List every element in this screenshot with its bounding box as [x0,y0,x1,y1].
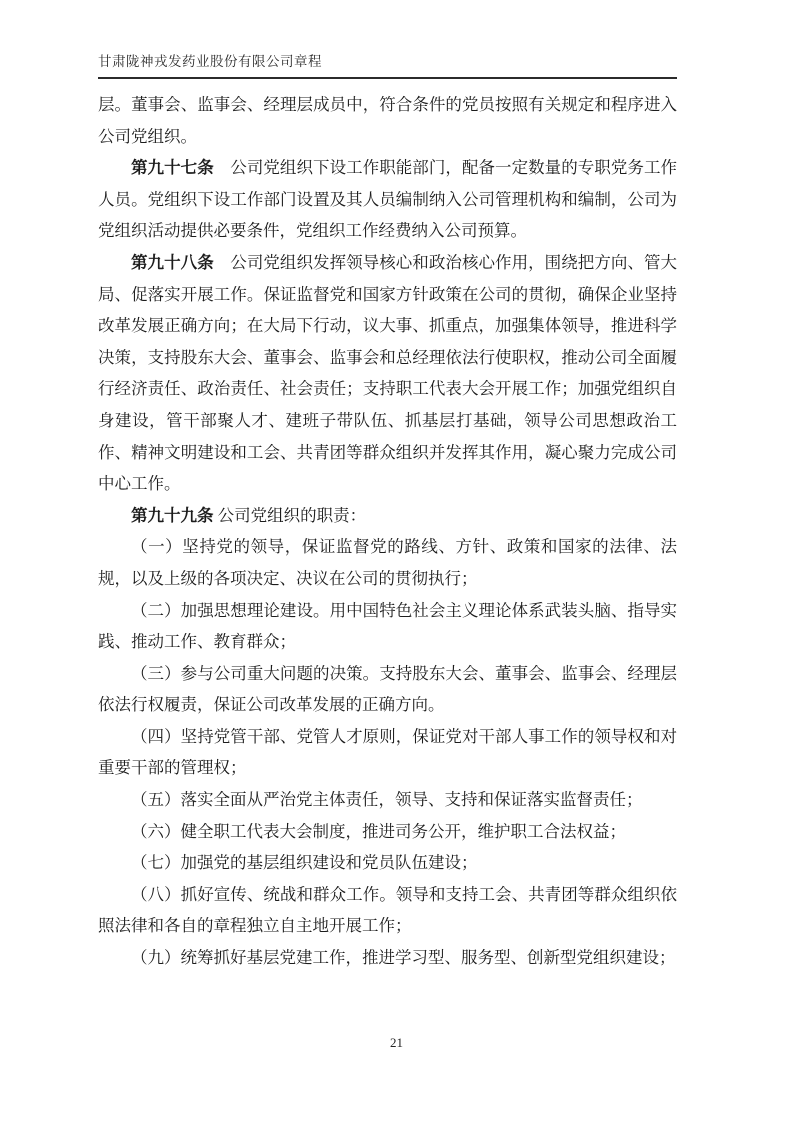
paragraph-text: （三）参与公司重大问题的决策。支持股东大会、董事会、监事会、经理层依法行权履责，保证公司改革发展的正确方向。 [98,663,677,715]
paragraph-text: （七）加强党的基层组织建设和党员队伍建设； [131,853,478,873]
article-number: 第九十七条 [131,158,214,178]
header-title: 甘肃陇神戎发药业股份有限公司章程 [98,54,322,69]
page-footer [0,1035,793,1051]
paragraph-article-97 [98,152,677,247]
paragraph-item-9 [98,942,677,974]
paragraph-item-1 [98,531,677,594]
paragraph-item-8 [98,879,677,942]
paragraph-text: 公司党组织发挥领导核心和政治核心作用，围绕把方向、管大局、促落实开展工作。保证监督党和国家方针政策在公司的贯彻，确保企业坚持改革发展正确方向；在大局下行动，议大事、抓重点，加强集体领导，推进科学决策，支持股东大会、董事会、监事会和总经理依法行使职权，推动公司全面履行经济责任、政治责任、社会责任；支持职工代表大会开展工作；加强党组织自身建设，管干部聚人才、建班子带队伍、抓基层打基础，领导公司思想政治工作、精神文明建设和工会、共青团等群众组织并发挥其作用，凝心聚力完成公司中心工作。 [98,252,677,494]
paragraph-item-2 [98,595,677,658]
paragraph-text: （九）统筹抓好基层党建工作，推进学习型、服务型、创新型党组织建设； [131,948,676,968]
article-number: 第九十八条 [131,252,214,272]
paragraph-text: （八）抓好宣传、统战和群众工作。领导和支持工会、共青团等群众组织依照法律和各自的章程独立自主地开展工作； [98,884,677,936]
paragraph-article-99 [98,500,677,532]
paragraph-text: 公司党组织下设工作职能部门，配备一定数量的专职党务工作人员。党组织下设工作部门设置及其人员编制纳入公司管理机构和编制，公司为党组织活动提供必要条件，党组织工作经费纳入公司预算。 [98,158,677,241]
page-header [98,50,677,79]
paragraph-continuation [98,89,677,152]
paragraph-text: （四）坚持党管干部、党管人才原则，保证党对干部人事工作的领导权和对重要干部的管理权； [98,726,677,778]
paragraph-item-6 [98,816,677,848]
document-body [98,89,677,974]
paragraph-item-3 [98,658,677,721]
paragraph-item-4 [98,721,677,784]
paragraph-article-98 [98,247,677,500]
paragraph-item-7 [98,847,677,879]
paragraph-text: （一）坚持党的领导，保证监督党的路线、方针、政策和国家的法律、法规，以及上级的各项决定、决议在公司的贯彻执行； [98,537,677,588]
paragraph-text: （五）落实全面从严治党主体责任，领导、支持和保证落实监督责任； [131,790,643,810]
paragraph-text: 公司党组织的职责： [213,505,367,525]
paragraph-item-5 [98,784,677,816]
page-number: 21 [390,1035,403,1050]
paragraph-text: （二）加强思想理论建设。用中国特色社会主义理论体系武装头脑、指导实践、推动工作、教育群众； [98,600,677,652]
article-number: 第九十九条 [131,505,214,525]
paragraph-text: 层。董事会、监事会、经理层成员中，符合条件的党员按照有关规定和程序进入公司党组织。 [98,95,677,146]
paragraph-text: （六）健全职工代表大会制度，推进司务公开，维护职工合法权益； [131,821,626,841]
